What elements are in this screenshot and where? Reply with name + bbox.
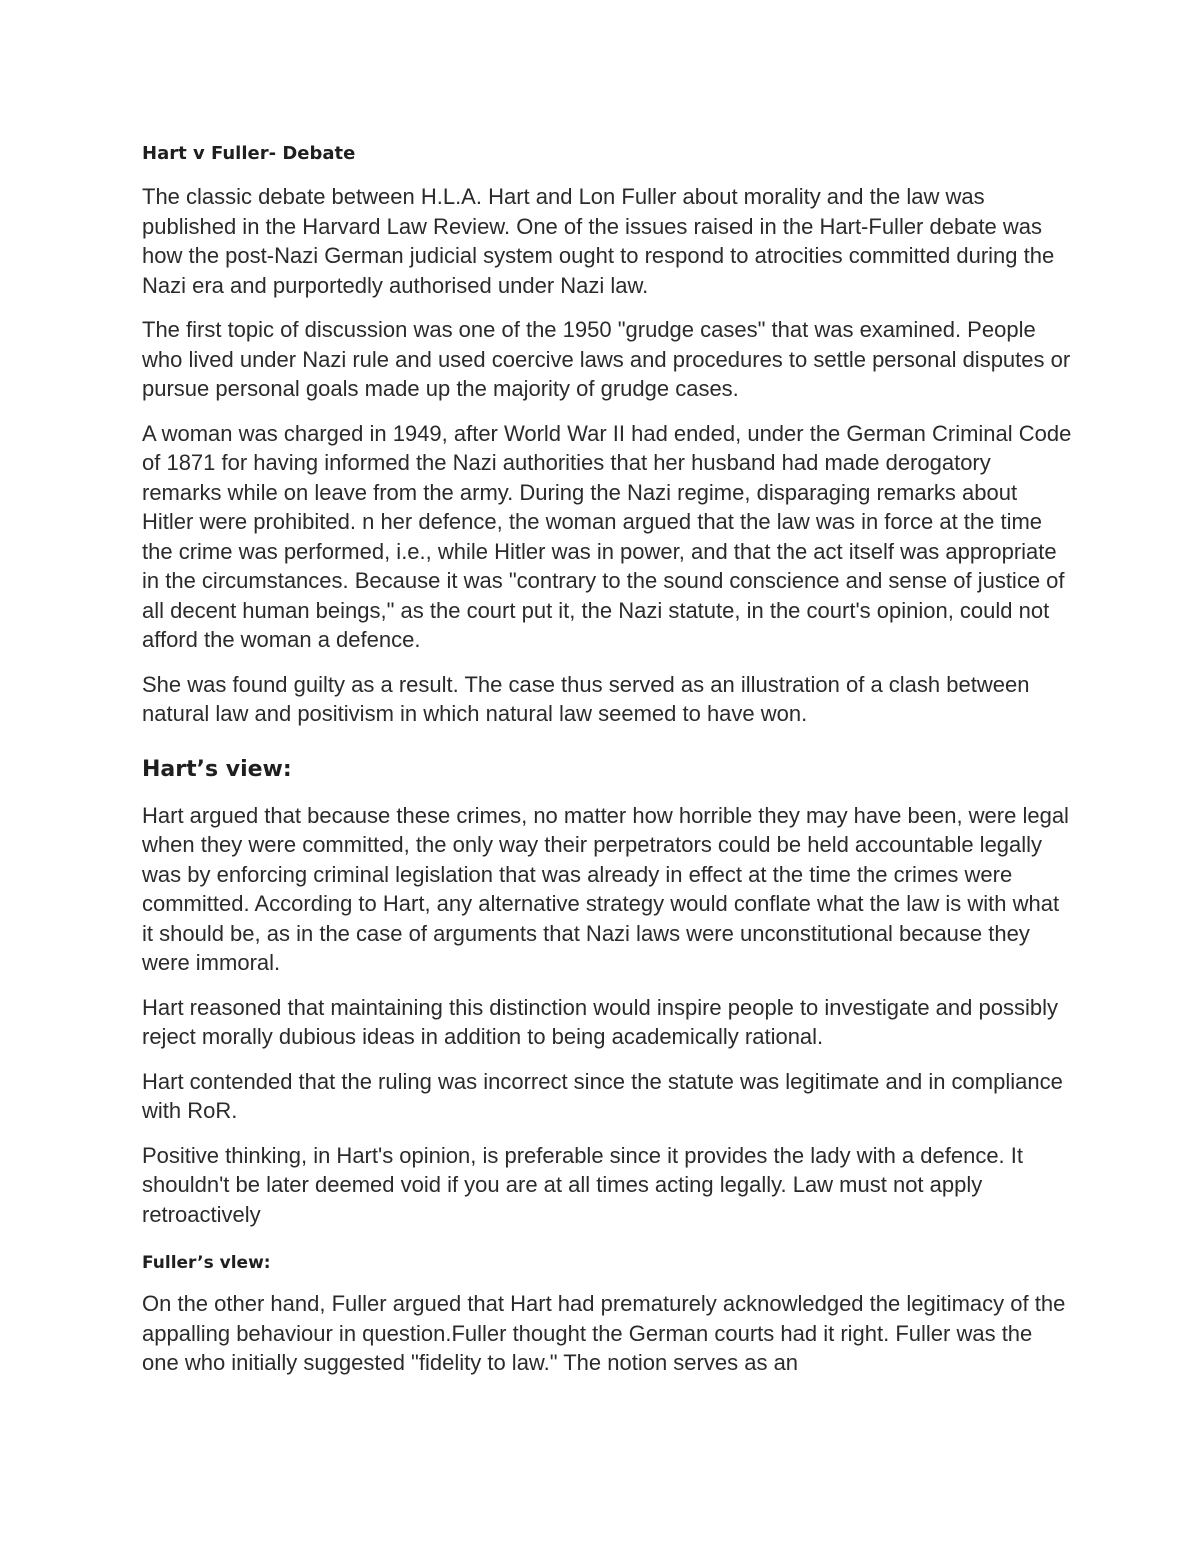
hart-paragraph-3: Hart contended that the ruling was incorrect since the statute was legitimate and in compliance with RoR. xyxy=(142,1068,1063,1123)
document-page xyxy=(142,140,1072,1393)
fuller-paragraph-1: On the other hand, Fuller argued that Hart had prematurely acknowledged the legitimacy of the appalling behaviour in question.Fuller thought the German courts had it right. Fuller was the one who initially suggested "fidelity to law." The notion serves as an xyxy=(142,1291,1066,1375)
hart-view-heading: Hart’s view: xyxy=(142,756,292,782)
hart-paragraph-2: Hart reasoned that maintaining this distinction would inspire people to investigate and possibly reject morally dubious ideas in addition to being academically rational. xyxy=(142,994,1058,1049)
intro-paragraph-2: The first topic of discussion was one of the 1950 "grudge cases" that was examined. People who lived under Nazi rule and used coercive laws and procedures to settle personal disputes or pursue personal goals made up the majority of grudge cases. xyxy=(142,317,1071,401)
hart-paragraph-4: Positive thinking, in Hart's opinion, is preferable since it provides the lady with a defence. It shouldn't be later deemed void if you are at all times acting legally. Law must not apply retroactively xyxy=(142,1142,1023,1227)
document-title: Hart v Fuller- Debate xyxy=(142,143,356,164)
intro-paragraph-3: A woman was charged in 1949, after World War II had ended, under the German Criminal Code of 1871 for having informed the Nazi authorities that her husband had made derogatory remarks while on leave from the army. During the Nazi regime, disparaging remarks about Hitler were prohibited. n her defence, the woman argued that the law was in force at the time the crime was performed, i.e., while Hitler was in power, and that the act itself was appropriate in the circumstances. Because it was "contrary to the sound conscience and sense of justice of all decent human beings," as the court put it, the Nazi statute, in the court's opinion, could not afford the woman a defence. xyxy=(142,420,1072,652)
intro-paragraph-1: The classic debate between H.L.A. Hart and Lon Fuller about morality and the law was published in the Harvard Law Review. One of the issues raised in the Hart-Fuller debate was how the post-Nazi German judicial system ought to respond to atrocities committed during the Nazi era and purportedly authorised under Nazi law. xyxy=(142,184,1055,298)
intro-paragraph-4: She was found guilty as a result. The case thus served as an illustration of a clash between natural law and positivism in which natural law seemed to have won. xyxy=(142,671,1030,726)
fuller-view-heading: Fuller’s vlew: xyxy=(142,1253,271,1273)
hart-paragraph-1: Hart argued that because these crimes, no matter how horrible they may have been, were legal when they were committed, the only way their perpetrators could be held accountable legally was by enforcing criminal legislation that was already in effect at the time the crimes were committed. According to Hart, any alternative strategy would conflate what the law is with what it should be, as in the case of arguments that Nazi laws were unconstitutional because they were immoral. xyxy=(142,802,1069,975)
